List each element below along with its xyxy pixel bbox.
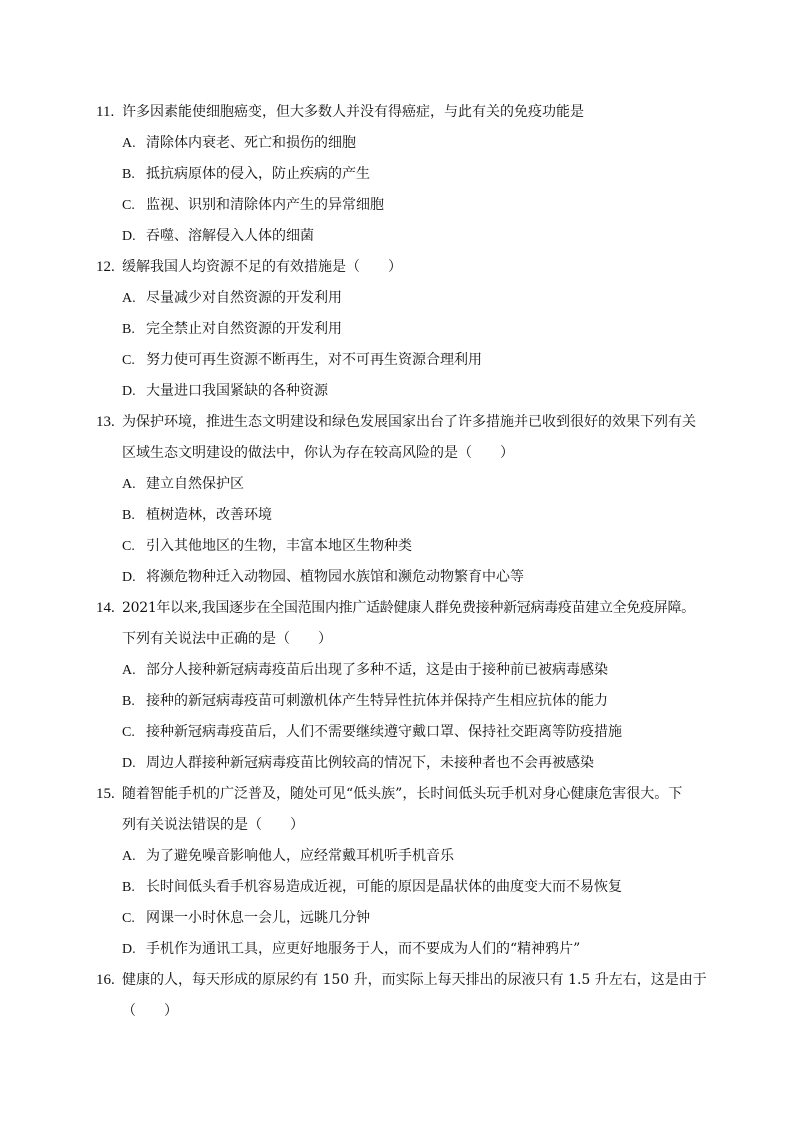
option-b: B. 抵抗病原体的侵入，防止疾病的产生 (122, 166, 370, 182)
question-11 (0, 97, 794, 252)
question-number: 14. (96, 600, 115, 616)
question-14 (0, 593, 794, 779)
option-d: D. 大量进口我国紧缺的各种资源 (122, 383, 328, 399)
question-stem: 随着智能手机的广泛普及，随处可见“低头族”，长时间低头玩手机对身心健康危害很大。下 (122, 786, 683, 802)
question-stem: 缓解我国人均资源不足的有效措施是（ ） (122, 259, 402, 275)
question-stem-continued: 列有关说法错误的是（ ） (122, 817, 304, 833)
option-a: A. 建立自然保护区 (122, 476, 244, 492)
option-b: B. 植树造林，改善环境 (122, 507, 272, 523)
question-stem: 许多因素能使细胞癌变，但大多数人并没有得癌症，与此有关的免疫功能是 (122, 104, 584, 120)
option-c: C. 接种新冠病毒疫苗后，人们不需要继续遵守戴口罩、保持社交距离等防疫措施 (122, 724, 622, 740)
option-a: A. 为了避免噪音影响他人，应经常戴耳机听手机音乐 (122, 848, 454, 864)
option-a: A. 清除体内衰老、死亡和损伤的细胞 (122, 135, 356, 151)
question-16 (0, 965, 794, 1027)
question-12 (0, 252, 794, 407)
option-c: C. 努力使可再生资源不断再生，对不可再生资源合理利用 (122, 352, 482, 368)
option-d: D. 手机作为通讯工具，应更好地服务于人，而不要成为人们的“精神鸦片” (122, 941, 581, 957)
question-stem: 2021年以来,我国逐步在全国范围内推广适龄健康人群免费接种新冠病毒疫苗建立全免疫屏障。 (122, 600, 695, 616)
option-c: C. 监视、识别和清除体内产生的异常细胞 (122, 197, 384, 213)
option-d: D. 吞噬、溶解侵入人体的细菌 (122, 228, 314, 244)
question-stem: 为保护环境，推进生态文明建设和绿色发展国家出台了许多措施并已收到很好的效果下列有关 (122, 414, 696, 430)
option-b: B. 长时间低头看手机容易造成近视，可能的原因是晶状体的曲度变大而不易恢复 (122, 879, 622, 895)
option-a: A. 部分人接种新冠病毒疫苗后出现了多种不适，这是由于接种前已被病毒感染 (122, 662, 608, 678)
question-number: 16. (96, 972, 115, 988)
question-stem-continued: 区域生态文明建设的做法中，你认为存在较高风险的是（ ） (122, 445, 514, 461)
question-stem: 健康的人，每天形成的原尿约有 150 升，而实际上每天排出的尿液只有 1.5 升左右，这是由于 (122, 972, 707, 988)
question-13 (0, 407, 794, 593)
option-d: D. 将濒危物种迁入动物园、植物园水族馆和濒危动物繁育中心等 (122, 569, 524, 585)
option-c: C. 网课一小时休息一会儿，远眺几分钟 (122, 910, 370, 926)
question-number: 12. (96, 259, 115, 275)
question-number: 11. (96, 104, 115, 120)
option-d: D. 周边人群接种新冠病毒疫苗比例较高的情况下，未接种者也不会再被感染 (122, 755, 594, 771)
question-15 (0, 779, 794, 965)
question-number: 15. (96, 786, 115, 802)
question-number: 13. (96, 414, 115, 430)
option-a: A. 尽量减少对自然资源的开发利用 (122, 290, 342, 306)
question-stem-continued: （ ） (122, 1003, 178, 1019)
question-list (0, 97, 794, 1027)
option-b: B. 接种的新冠病毒疫苗可刺激机体产生特异性抗体并保持产生相应抗体的能力 (122, 693, 608, 709)
option-b: B. 完全禁止对自然资源的开发利用 (122, 321, 342, 337)
question-stem-continued: 下列有关说法中正确的是（ ） (122, 631, 332, 647)
option-c: C. 引入其他地区的生物，丰富本地区生物种类 (122, 538, 412, 554)
